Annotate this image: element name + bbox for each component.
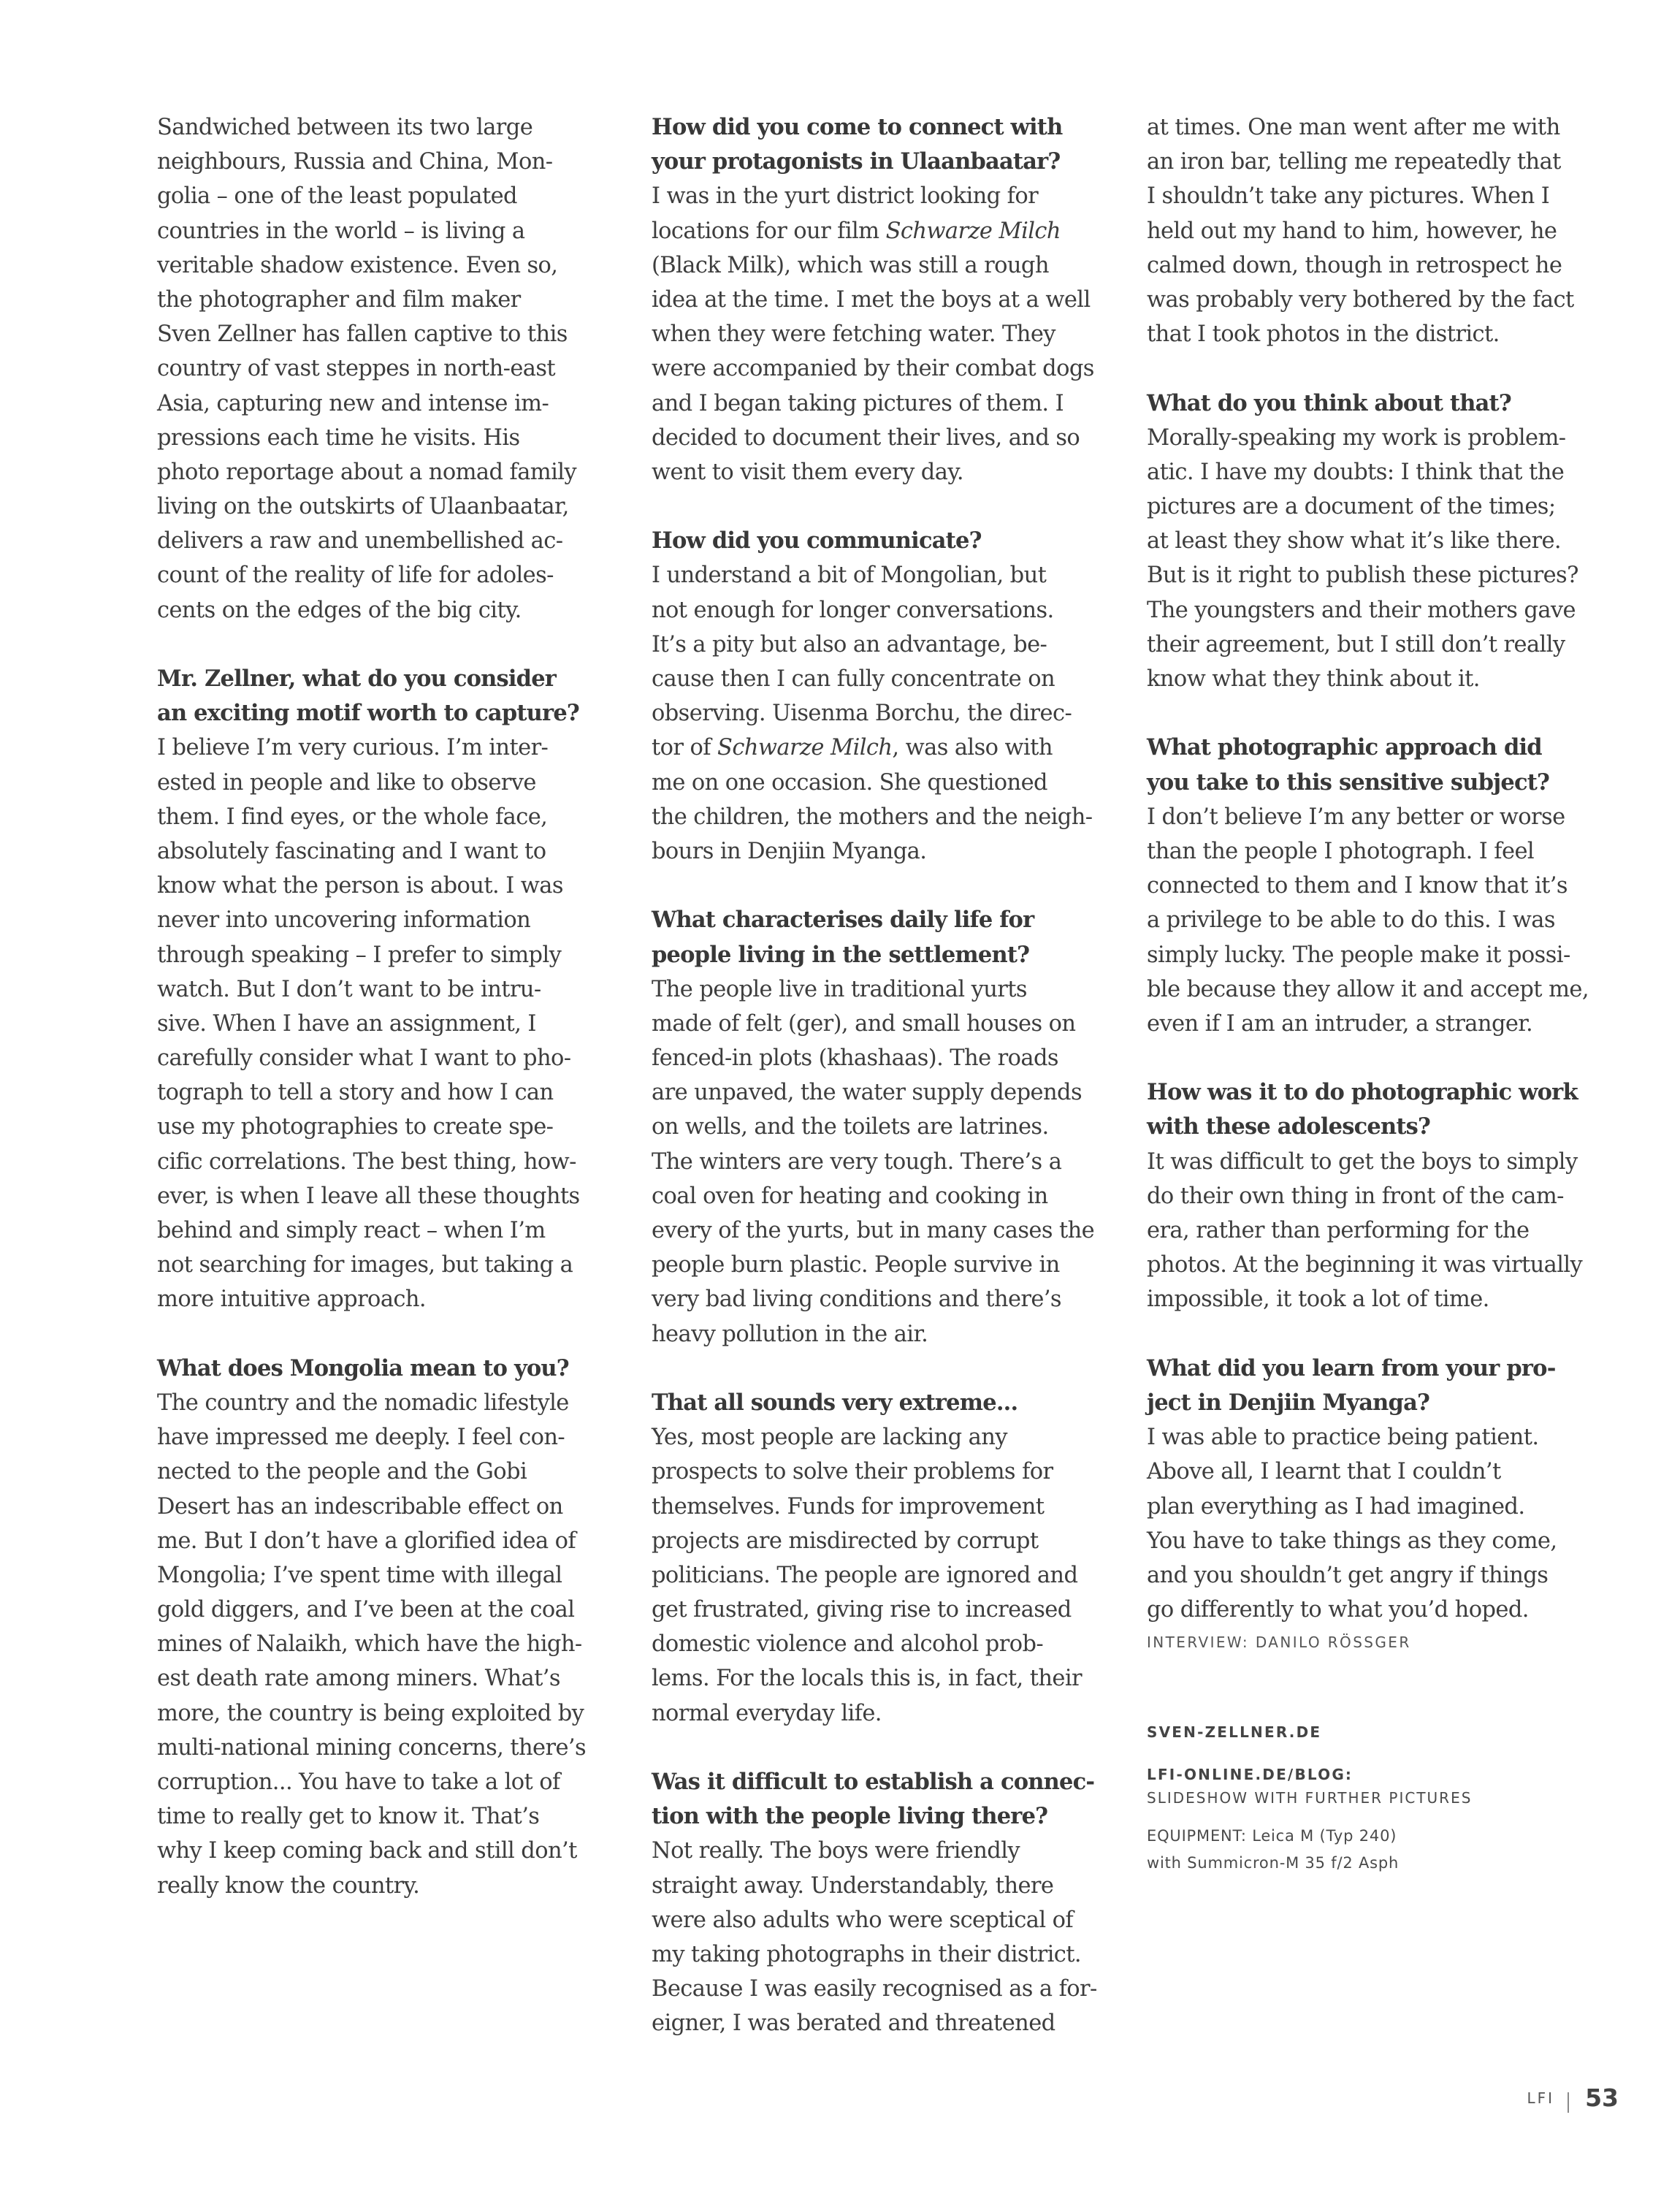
text-line: me on one occasion. She questioned xyxy=(652,769,1047,796)
text-line: eigner, I was berated and threatened xyxy=(652,2010,1055,2037)
blog-description: SLIDESHOW WITH FURTHER PICTURES xyxy=(1147,1789,1473,1807)
text-line: not searching for images, but taking a xyxy=(157,1252,573,1278)
text-line: Mongolia; I’ve spent time with illegal xyxy=(157,1562,562,1588)
text-line: ested in people and like to observe xyxy=(157,769,536,796)
text-line: locations for our film Schwarze Milch xyxy=(652,218,1061,244)
interview-question xyxy=(1147,1075,1607,1144)
text-line: every of the yurts, but in many cases the xyxy=(652,1218,1095,1243)
text-line: count of the reality of life for adoles- xyxy=(157,563,554,589)
page-folio xyxy=(1527,2084,1619,2112)
text-line: when they were fetching water. They xyxy=(652,321,1055,348)
paragraph-gap xyxy=(1147,1317,1607,1352)
text-line: tograph to tell a story and how I can xyxy=(157,1080,554,1106)
text-line: domestic violence and alcohol prob- xyxy=(652,1631,1044,1658)
text-line: was probably very bothered by the fact xyxy=(1147,286,1574,313)
interview-answer xyxy=(157,1386,617,1903)
paragraph-gap xyxy=(652,1731,1112,1765)
text-line: corruption... You have to take a lot of xyxy=(157,1769,560,1795)
paragraph-gap xyxy=(1147,696,1607,731)
text-line: use my photographies to create spe- xyxy=(157,1114,554,1140)
text-line: bours in Denjiin Myanga. xyxy=(652,838,927,864)
text-line: a privilege to be able to do this. I was xyxy=(1147,907,1555,934)
text-line: ject in Denjiin Myanga? xyxy=(1147,1389,1430,1416)
text-line: I don’t believe I’m any better or worse xyxy=(1147,804,1565,830)
text-line: mines of Nalaikh, which have the high- xyxy=(157,1631,582,1658)
text-line: are unpaved, the water supply depends xyxy=(652,1080,1083,1106)
interview-answer xyxy=(652,558,1112,869)
text-line: golia – one of the least populated xyxy=(157,183,517,210)
text-line: carefully consider what I want to pho- xyxy=(157,1045,571,1072)
text-line: country of vast steppes in north-east xyxy=(157,356,556,382)
text-line: What does Mongolia mean to you? xyxy=(157,1354,569,1381)
interview-question xyxy=(652,1765,1112,1834)
text-line: their agreement, but I still don’t really xyxy=(1147,631,1565,657)
text-line: Sandwiched between its two large xyxy=(157,115,533,140)
text-line: prospects to solve their problems for xyxy=(652,1459,1053,1485)
text-line: impossible, it took a lot of time. xyxy=(1147,1287,1489,1313)
text-line: decided to document their lives, and so xyxy=(652,424,1080,451)
text-line: with these adolescents? xyxy=(1147,1113,1431,1140)
paragraph-gap xyxy=(157,628,617,662)
text-line: not enough for longer conversations. xyxy=(652,597,1054,623)
text-line: held out my hand to him, however, he xyxy=(1147,218,1557,244)
text-line: were accompanied by their combat dogs xyxy=(652,356,1094,382)
paragraph-gap xyxy=(652,489,1112,524)
text-line: at times. One man went after me with xyxy=(1147,115,1560,140)
text-line: get frustrated, giving rise to increased xyxy=(652,1597,1072,1623)
text-line: coal oven for heating and cooking in xyxy=(652,1183,1048,1209)
article-column-1 xyxy=(157,110,617,1903)
text-line: the photographer and film maker xyxy=(157,286,521,313)
equipment-line-1: EQUIPMENT: Leica M (Typ 240) xyxy=(1147,1827,1397,1845)
text-line: tor of Schwarze Milch, was also with xyxy=(652,735,1053,761)
text-line: neighbours, Russia and China, Mon- xyxy=(157,149,553,175)
text-line: Asia, capturing new and intense im- xyxy=(157,390,549,416)
text-line: How was it to do photographic work xyxy=(1147,1079,1578,1106)
text-line: that I took photos in the district. xyxy=(1147,321,1500,348)
interview-answer xyxy=(652,179,1112,489)
intro-paragraph xyxy=(157,110,617,628)
text-line: The youngsters and their mothers gave xyxy=(1147,597,1576,623)
text-line: sive. When I have an assignment, I xyxy=(157,1010,536,1037)
interview-question xyxy=(652,1386,1112,1420)
text-line: time to really get to know it. That’s xyxy=(157,1804,540,1830)
text-line: atic. I have my doubts: I think that the xyxy=(1147,459,1565,485)
text-line: really know the country. xyxy=(157,1872,420,1899)
text-line: observing. Uisenma Borchu, the direc- xyxy=(652,701,1072,727)
website-link[interactable]: SVEN-ZELLNER.DE xyxy=(1147,1723,1322,1741)
interview-answer xyxy=(1147,110,1607,351)
text-line: on wells, and the toilets are latrines. xyxy=(652,1114,1049,1140)
text-line: idea at the time. I met the boys at a well xyxy=(652,286,1091,313)
text-line: the children, the mothers and the neigh- xyxy=(652,804,1093,830)
text-line: It’s a pity but also an advantage, be- xyxy=(652,631,1047,657)
text-line: and you shouldn’t get angry if things xyxy=(1147,1562,1549,1588)
interview-question xyxy=(652,110,1112,179)
text-line: your protagonists in Ulaanbaatar? xyxy=(652,148,1061,175)
interview-credit: INTERVIEW: DANILO RÖSSGER xyxy=(1147,1634,1411,1652)
text-line: (Black Milk), which was still a rough xyxy=(652,252,1049,278)
text-line: straight away. Understandably, there xyxy=(652,1872,1054,1899)
text-line: lems. For the locals this is, in fact, their xyxy=(652,1666,1083,1692)
text-line: why I keep coming back and still don’t xyxy=(157,1838,577,1864)
info-box xyxy=(1147,1720,1614,1877)
text-line: them. I find eyes, or the whole face, xyxy=(157,804,548,830)
text-line: themselves. Funds for improvement xyxy=(652,1493,1045,1520)
text-line: more, the country is being exploited by xyxy=(157,1700,584,1726)
text-line: me. But I don’t have a glorified idea of xyxy=(157,1528,576,1554)
text-line: were also adults who were sceptical of xyxy=(652,1907,1074,1933)
text-line: an iron bar, telling me repeatedly that xyxy=(1147,149,1561,175)
text-line: normal everyday life. xyxy=(652,1700,882,1726)
film-title: Schwarze Milch xyxy=(717,735,893,761)
text-line: What do you think about that? xyxy=(1147,389,1511,416)
text-line: countries in the world – is living a xyxy=(157,218,525,244)
text-line: behind and simply react – when I’m xyxy=(157,1218,546,1243)
text-line: and I began taking pictures of them. I xyxy=(652,390,1064,416)
text-line: What photographic approach did xyxy=(1147,734,1542,761)
text-line: simply lucky. The people make it possi- xyxy=(1147,942,1570,968)
text-line: very bad living conditions and there’s xyxy=(652,1287,1061,1313)
text-line: era, rather than performing for the xyxy=(1147,1218,1530,1243)
text-line: photos. At the beginning it was virtually xyxy=(1147,1252,1583,1278)
text-line: even if I am an intruder, a stranger. xyxy=(1147,1010,1533,1037)
article-column-2 xyxy=(652,110,1112,2041)
film-title: Schwarze Milch xyxy=(885,218,1061,244)
text-line: What did you learn from your pro- xyxy=(1147,1354,1556,1381)
text-line: more intuitive approach. xyxy=(157,1287,427,1313)
text-line: pressions each time he visits. His xyxy=(157,424,520,451)
text-line: people living in the settlement? xyxy=(652,941,1030,968)
text-line: know what the person is about. I was xyxy=(157,873,563,899)
text-line: gold diggers, and I’ve been at the coal xyxy=(157,1597,575,1623)
interview-question xyxy=(652,903,1112,972)
text-line: The winters are very tough. There’s a xyxy=(652,1148,1062,1175)
paragraph-gap xyxy=(652,869,1112,903)
text-line: politicians. The people are ignored and xyxy=(652,1562,1078,1588)
page-number: 53 xyxy=(1585,2084,1619,2112)
text-line: Morally-speaking my work is problem- xyxy=(1147,424,1566,451)
text-line: I believe I’m very curious. I’m inter- xyxy=(157,735,549,761)
text-line: I was in the yurt district looking for xyxy=(652,183,1039,210)
interview-answer xyxy=(1147,1420,1607,1627)
text-line: ble because they allow it and accept me, xyxy=(1147,976,1589,1002)
text-line: The country and the nomadic lifestyle xyxy=(157,1390,569,1416)
text-line: people burn plastic. People survive in xyxy=(652,1252,1060,1278)
text-line: an exciting motif worth to capture? xyxy=(157,700,579,727)
text-line: projects are misdirected by corrupt xyxy=(652,1528,1039,1554)
text-line: connected to them and I know that it’s xyxy=(1147,873,1568,899)
interview-answer xyxy=(652,972,1112,1352)
paragraph-gap xyxy=(1147,1041,1607,1075)
text-line: ever, is when I leave all these thoughts xyxy=(157,1183,580,1209)
text-line: How did you come to connect with xyxy=(652,114,1063,140)
interview-question xyxy=(157,662,617,731)
text-line: made of felt (ger), and small houses on xyxy=(652,1010,1076,1037)
text-line: Yes, most people are lacking any xyxy=(652,1425,1007,1451)
paragraph-gap xyxy=(157,1317,617,1352)
text-line: do their own thing in front of the cam- xyxy=(1147,1183,1564,1209)
text-line: absolutely fascinating and I want to xyxy=(157,838,546,864)
paragraph-gap xyxy=(652,1352,1112,1386)
interview-answer xyxy=(652,1420,1112,1731)
text-line: have impressed me deeply. I feel con- xyxy=(157,1425,565,1451)
interview-question xyxy=(157,1352,617,1386)
magazine-name: LFI xyxy=(1527,2089,1555,2107)
text-line: Not really. The boys were friendly xyxy=(652,1838,1020,1864)
text-line: pictures are a document of the times; xyxy=(1147,494,1556,520)
interview-question xyxy=(652,524,1112,558)
text-line: est death rate among miners. What’s xyxy=(157,1666,560,1692)
text-line: delivers a raw and unembellished ac- xyxy=(157,528,563,554)
text-line: went to visit them every day. xyxy=(652,459,963,485)
text-line: calmed down, though in retrospect he xyxy=(1147,252,1562,278)
text-line: Because I was easily recognised as a for- xyxy=(652,1976,1097,2002)
text-line: through speaking – I prefer to simply xyxy=(157,942,562,968)
text-line: at least they show what it’s like there. xyxy=(1147,528,1562,554)
text-line: you take to this sensitive subject? xyxy=(1147,769,1550,796)
interview-question xyxy=(1147,1352,1607,1420)
blog-link[interactable]: LFI-ONLINE.DE/BLOG: xyxy=(1147,1766,1353,1783)
text-line: multi-national mining concerns, there’s xyxy=(157,1734,587,1761)
text-line: It was difficult to get the boys to simply xyxy=(1147,1148,1578,1175)
text-line: But is it right to publish these pictures? xyxy=(1147,563,1578,589)
folio-divider xyxy=(1568,2092,1569,2113)
text-line: photo reportage about a nomad family xyxy=(157,459,577,485)
text-line: Mr. Zellner, what do you consider xyxy=(157,666,557,692)
text-line: You have to take things as they come, xyxy=(1147,1528,1557,1554)
text-line: Was it difficult to establish a connec- xyxy=(652,1769,1095,1795)
paragraph-gap xyxy=(1147,351,1607,386)
text-line: plan everything as I had imagined. xyxy=(1147,1493,1525,1520)
interview-question xyxy=(1147,386,1607,421)
text-line: cents on the edges of the big city. xyxy=(157,597,522,623)
text-line: veritable shadow existence. Even so, xyxy=(157,252,558,278)
text-line: nected to the people and the Gobi xyxy=(157,1459,527,1485)
text-line: fenced-in plots (khashaas). The roads xyxy=(652,1045,1058,1072)
text-line: The people live in traditional yurts xyxy=(652,976,1027,1002)
text-line: I understand a bit of Mongolian, but xyxy=(652,563,1047,589)
interview-answer xyxy=(1147,800,1607,1041)
text-line: go differently to what you’d hoped. xyxy=(1147,1597,1529,1623)
text-line: cause then I can fully concentrate on xyxy=(652,666,1055,692)
text-line: Desert has an indescribable effect on xyxy=(157,1493,563,1520)
text-line: my taking photographs in their district. xyxy=(652,1941,1081,1967)
text-line: watch. But I don’t want to be intru- xyxy=(157,976,541,1002)
text-line: know what they think about it. xyxy=(1147,666,1480,692)
text-line: I was able to practice being patient. xyxy=(1147,1425,1539,1451)
interview-answer xyxy=(157,731,617,1316)
text-line: than the people I photograph. I feel xyxy=(1147,838,1535,864)
text-line: Above all, I learnt that I couldn’t xyxy=(1147,1459,1501,1485)
equipment-line-2: with Summicron-M 35 f/2 Asph xyxy=(1147,1854,1400,1872)
text-line: What characterises daily life for xyxy=(652,907,1034,934)
interview-answer xyxy=(652,1834,1112,2040)
text-line: Sven Zellner has fallen captive to this xyxy=(157,321,568,348)
interview-question xyxy=(1147,731,1607,799)
interview-answer xyxy=(1147,1145,1607,1317)
text-line: living on the outskirts of Ulaanbaatar, xyxy=(157,494,569,520)
text-line: tion with the people living there? xyxy=(652,1803,1048,1830)
text-line: That all sounds very extreme... xyxy=(652,1389,1018,1416)
article-column-3 xyxy=(1147,110,1607,1653)
text-line: cific correlations. The best thing, how- xyxy=(157,1148,576,1175)
interview-answer xyxy=(1147,421,1607,697)
text-line: I shouldn’t take any pictures. When I xyxy=(1147,183,1550,210)
text-line: never into uncovering information xyxy=(157,907,531,934)
text-line: How did you communicate? xyxy=(652,527,982,554)
text-line: heavy pollution in the air. xyxy=(652,1321,928,1347)
